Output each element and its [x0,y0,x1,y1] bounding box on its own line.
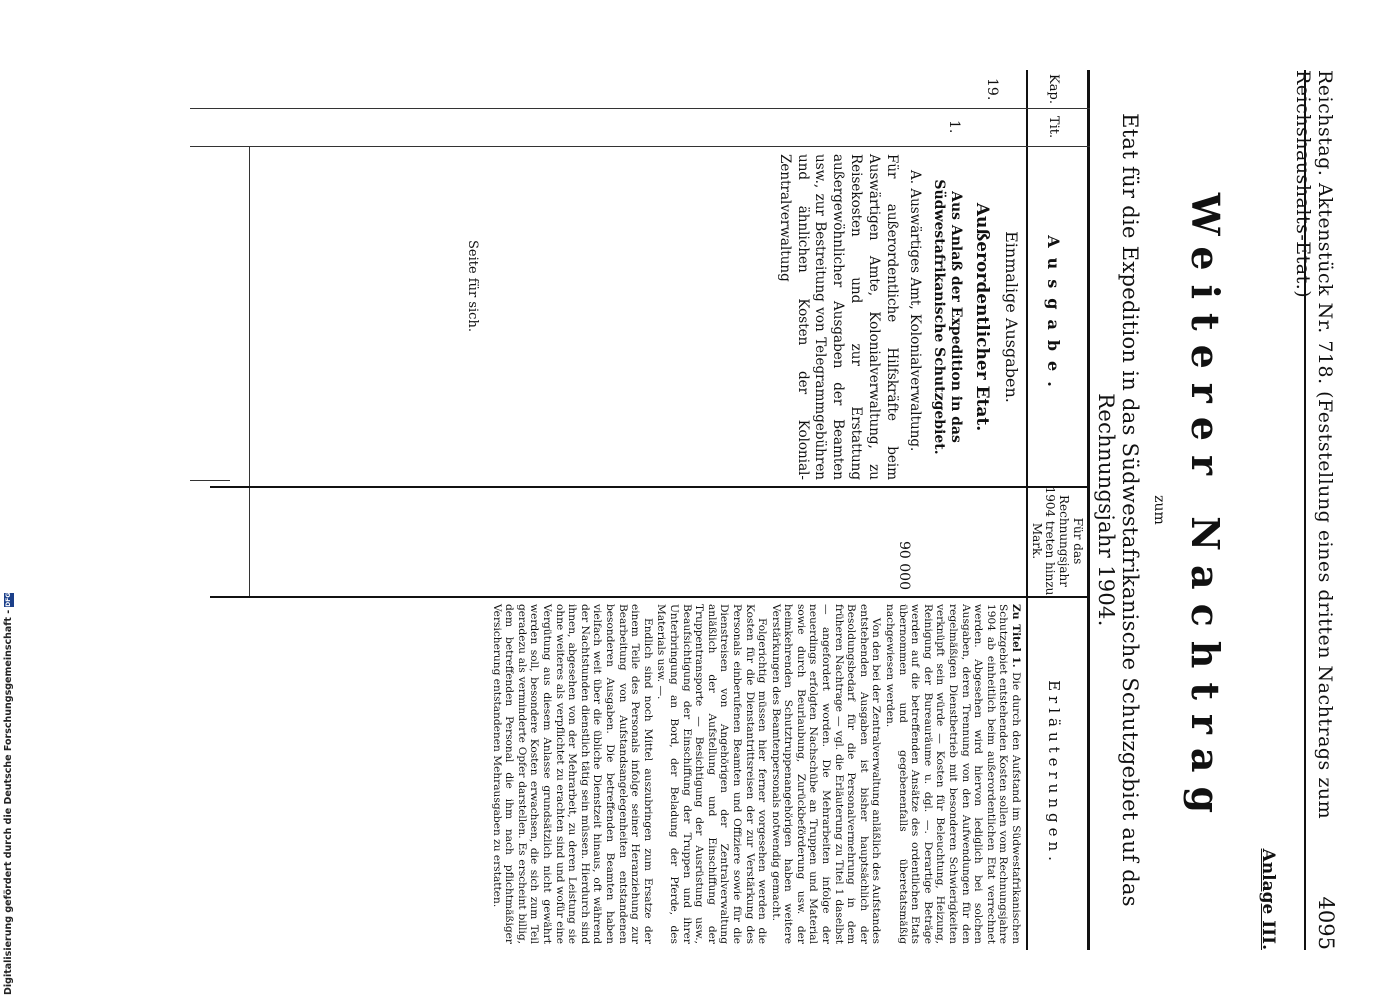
document-subtitle: Etat für die Expedition in das Südwestafrikanische Schutzgebiet auf das Rechnungsjahr 1904. [1094,113,1142,907]
budget-item-text: Für außerordentliche Hilfskräfte beim Auswärtigen Amte, Kolonialverwaltung, zu Reisekosten und zur Erstattung außergewöhnlicher Ausgaben der Beamten usw., zur Bestreitung von Telegrammgebühren und ähnlichen Kosten der Kolonial-Zentralverwaltung [776,154,900,480]
header-erlaeuterungen: Erläuterungen. [1045,680,1063,866]
page-number: 4095 [1314,896,1338,950]
section-einmalig: Einmalige Ausgaben. [1002,231,1021,403]
titel-number: 1. [946,120,962,134]
budget-table [90,70,1090,950]
section-ausserordentlich: Außerordentlicher Etat. [971,202,992,432]
ausgabe-column [775,154,1022,480]
dfg-logo: DFG [4,592,12,607]
budget-item-amount: 90 000 [896,541,912,590]
document-title: Weiterer Nachtrag [1183,192,1228,828]
col-divider-tit [190,146,1090,147]
rotated-document-page [85,70,1340,950]
header-tit: Tit. [1046,115,1061,139]
header-kap: Kap. [1046,74,1061,104]
header-betrag: Für das Rechnungsjahr 1904 treten hinzu Mark. [1029,486,1085,596]
section-amt: A. Auswärtiges Amt, Kolonialverwaltung. [907,170,924,452]
section-anlass: Aus Anlaß der Expedition in das Südwestafrikanische Schutzgebiet. [930,179,965,455]
digitization-credit [3,593,14,995]
header-ausgabe: Ausgabe. [1044,235,1063,397]
header-rule [1304,70,1306,950]
col-divider-betrag [210,596,1090,598]
table-top-rule [1087,70,1090,950]
erl-paragraph-2: Von den bei der Zentralverwaltung anläßlich des Aufstandes entstehenden Ausgaben ist bisher hauptsächlich der Besoldungsbedarf für die Personalvermehrung in dem früheren Nachtrage — vgl. die Erläuterung zu Titel 1 daselbst — angefordert worden. Die Mehrarbeiten infolge der neuerdings erfolgten Nachschübe an Truppen und Material sowie durch Beurlaubung, Zurückbeförderung usw. der heimkehrenden Schutztruppenangehörigen haben weitere Verstärkungen des Beamtenpersonals notwendig gemacht. [769,604,883,944]
erlaeuterungen-column [489,604,1022,944]
running-header [1292,70,1340,950]
erl-paragraph-3: Folgerichtig müssen hier ferner vorgesehen werden die Kosten für die Dienstantrittsreisen der zur Verstärkung des Personals einberufenen Beamten und Offiziere sowie für die Dienstreisen von Angehörigen der Zentralverwaltung anläßlich der Aufstellung und Einschiffung der Truppentransporte — Besichtigung der Ausrüstung usw., Beaufsichtigung der Einschiffung der Truppen und ihrer Unterbringung an Bord, der Beladung der Pferde, des Materials usw. —. [655,604,769,944]
anlage-label: Anlage III. [1258,848,1278,950]
col-divider-tail [190,480,230,481]
credit-text: Digitalisierung gefördert durch die Deutsche Forschungsgemeinschaft - [3,609,14,995]
erl-intro: Zu Titel 1. [1010,604,1022,668]
table-bottom-rule [249,146,250,596]
erl-paragraph-4: Endlich sind noch Mittel auszubringen zum Ersatze der einem Teile des Personals infolge seiner Heranziehung zur Bearbeitung von Aufstandsangelegenheiten entstandenen besonderen Ausgaben. Die betreffenden Beamten haben vielfach weit über die übliche Dienstzeit hinaus, oft während der Nachtstunden dienstlich tätig sein müssen. Hierdurch sind ihnen, abgesehen von der Mehrarbeit, zu deren Leistung sie ohne weiteres als verpflichtet zu erachten sind und wofür eine Vergütung aus diesem Anlasse grundsätzlich nicht gewährt werden soll, besondere Kosten erwachsen, die sich zum Teil geradezu als verminderte Opfer darstellen. Es erscheint billig, dem betreffenden Personal die ihm nach pflichtmäßiger Versicherung entstandenen Mehrausgaben zu erstatten. [490,604,654,944]
col-divider-kap [190,108,1090,109]
col-divider-ausgabe [210,486,1090,488]
erl-paragraph-1: Die durch den Aufstand im Südwestafrikanischen Schutzgebiet entstehenden Kosten sollen vom Rechnungsjahre 1904 ab einheitlich beim außerordentlichen Etat verrechnet werden. Abgesehen wird hiervon lediglich bei solchen Ausgaben, deren Trennung von den Aufwendungen für den regelmäßigen Dienstbetrieb mit besonderen Schwierigkeiten verknüpft sein würde — Kosten für Beleuchtung, Heizung, Reinigung der Bureauräume u. dgl. —. Derartige Beträge werden auf die betreffenden Ansätze des ordentlichen Etats übernommen und gegebenenfalls überetatsmäßig nachgewiesen werden. [884,604,1022,945]
kapitel-number: 19. [984,78,1000,101]
title-connector: zum [1151,495,1167,525]
seite-fuer-sich: Seite für sich. [465,240,480,332]
header-title: Reichstag. Aktenstück Nr. 718. (Feststellung eines dritten Nachtrags zum Reichshaushalts-Etat.) [1292,70,1336,820]
table-header-rule [1026,70,1028,950]
